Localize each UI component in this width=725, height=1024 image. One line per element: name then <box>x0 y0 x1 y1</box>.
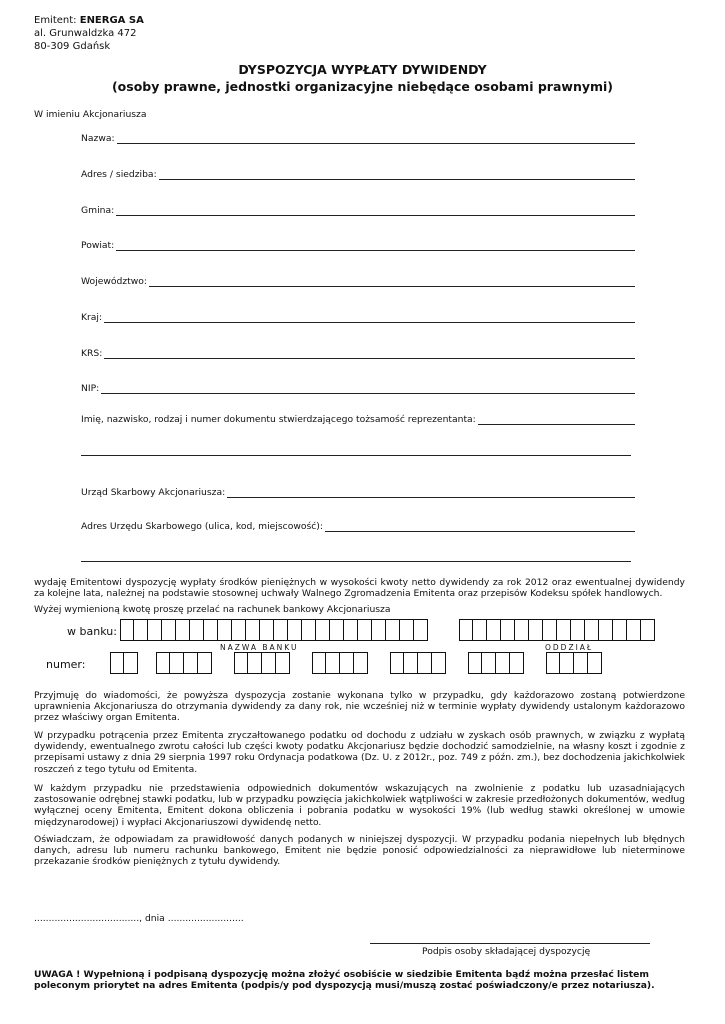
account-number-label: numer: <box>46 658 86 671</box>
district-label: Powiat: <box>81 240 115 251</box>
representative-continuation-line[interactable] <box>81 455 631 456</box>
signature-line[interactable] <box>370 943 650 944</box>
issuer-label: Emitent: <box>34 15 77 26</box>
address-field[interactable] <box>81 166 635 180</box>
name-label: Nazwa: <box>81 133 115 144</box>
representative-field[interactable] <box>81 411 635 425</box>
address-label: Adres / siedziba: <box>81 169 157 180</box>
tax-office-field[interactable] <box>81 484 635 498</box>
account-number-boxes[interactable] <box>110 652 700 676</box>
transfer-text: Wyżej wymienioną kwotę proszę przelać na rachunek bankowy Akcjonariusza <box>34 604 391 615</box>
tax-office-address-label: Adres Urzędu Skarbowego (ulica, kod, miejscowość): <box>81 521 323 532</box>
declaration-text: wydaję Emitentowi dyspozycję wypłaty środków pieniężnych w wysokości kwoty netto dywidendy za rok 2012 oraz ewentualnej dywidendy za kolejne lata, należnej na podstawie stosownej uchwały Walnego Zgromadzenia Emitenta oraz przepisów Kodeksu spółek handlowych. <box>34 577 685 600</box>
signature-caption: Podpis osoby składającej dyspozycję <box>422 946 591 957</box>
tax-office-address-continuation-line[interactable] <box>81 561 631 562</box>
municipality-field[interactable] <box>81 202 635 216</box>
tax-office-label: Urząd Skarbowy Akcjonariusza: <box>81 487 226 498</box>
krs-field[interactable] <box>81 345 635 359</box>
issuer-name-line <box>34 14 144 27</box>
bank-name-boxes[interactable] <box>120 619 428 643</box>
municipality-label: Gmina: <box>81 205 115 216</box>
note-text: UWAGA ! Wypełnioną i podpisaną dyspozycję można złożyć osobiście w siedzibie Emitenta bądź można przesłać listem poleconym priorytet na adres Emitenta (podpis/y pod dyspozycją musi/muszą zostać poświadczony/e przez notariusza). <box>34 969 655 992</box>
country-label: Kraj: <box>81 312 103 323</box>
nip-label: NIP: <box>81 383 100 394</box>
paragraph-4: Oświadczam, że odpowiadam za prawidłowość danych podanych w niniejszej dyspozycji. W przypadku podania niepełnych lub błędnych danych, adresu lub numeru rachunku bankowego, Emitent nie będzie ponosić odpowiedzialności za nieprawidłowe lub nieterminowe przekazanie środków pieniężnych z tytułu dywidendy. <box>34 834 685 868</box>
voivodeship-field[interactable] <box>81 273 635 287</box>
issuer-address-line2: 80-309 Gdańsk <box>34 41 111 52</box>
country-field[interactable] <box>81 309 635 323</box>
issuer-address-line1: al. Grunwaldzka 472 <box>34 28 137 39</box>
name-field[interactable] <box>81 130 635 144</box>
bank-label: w banku: <box>67 625 117 638</box>
branch-boxes[interactable] <box>459 619 655 643</box>
tax-office-address-field[interactable] <box>81 518 635 532</box>
paragraph-2: W przypadku potrącenia przez Emitenta zryczałtowanego podatku od dochodu z udziału w zyskach osób prawnych, w związku z wypłatą dywidendy, ewentualnego zwrotu całości lub części kwoty podatku Akcjonariusz będzie dochodzić samodzielnie, na własny koszt i zgodnie z przepisami ustawy z dnia 29 sierpnia 1997 roku Ordynacja podatkowa (Dz. U. z 2012r., poz. 749 z późn. zm.), bez dochodzenia jakichkolwiek roszczeń z tego tytułu od Emitenta. <box>34 730 685 775</box>
voivodeship-label: Województwo: <box>81 276 147 287</box>
date-place-line[interactable]: ...................................., dnia .......................... <box>34 913 244 924</box>
paragraph-3: W każdym przypadku nie przedstawienia odpowiednich dokumentów wskazujących na zwolnienie z podatku lub uzasadniających zastosowanie odrębnej stawki podatku, lub w przypadku powzięcia jakichkolwiek wątpliwości w zakresie przedłożonych dokumentów, według wyłącznej oceny Emitenta, Emitent dokona obliczenia i pobrania podatku w wysokości 19% (lub według stawki określonej w umowie międzynarodowej) i wypłaci Akcjonariuszowi dywidendę netto. <box>34 783 685 828</box>
bank-name-caption: NAZWA BANKU <box>220 643 299 652</box>
branch-caption: ODDZIAŁ <box>545 643 594 652</box>
form-title: DYSPOZYCJA WYPŁATY DYWIDENDY <box>238 62 487 77</box>
representative-label: Imię, nazwisko, rodzaj i numer dokumentu stwierdzającego tożsamość reprezentanta: <box>81 414 476 425</box>
nip-field[interactable] <box>81 380 635 394</box>
krs-label: KRS: <box>81 348 103 359</box>
intro-text: W imieniu Akcjonariusza <box>34 109 147 120</box>
district-field[interactable] <box>81 237 635 251</box>
issuer-block <box>34 14 144 53</box>
issuer-name: ENERGA SA <box>79 15 144 26</box>
paragraph-1: Przyjmuję do wiadomości, że powyższa dyspozycja zostanie wykonana tylko w przypadku, gdy każdorazowo zostaną potwierdzone uprawnienia Akcjonariusza do otrzymania dywidendy za dany rok, nie wcześniej niż w terminie wypłaty dywidendy ustalonym każdorazowo przez właściwy organ Emitenta. <box>34 690 685 724</box>
form-subtitle: (osoby prawne, jednostki organizacyjne niebędące osobami prawnymi) <box>111 79 614 94</box>
